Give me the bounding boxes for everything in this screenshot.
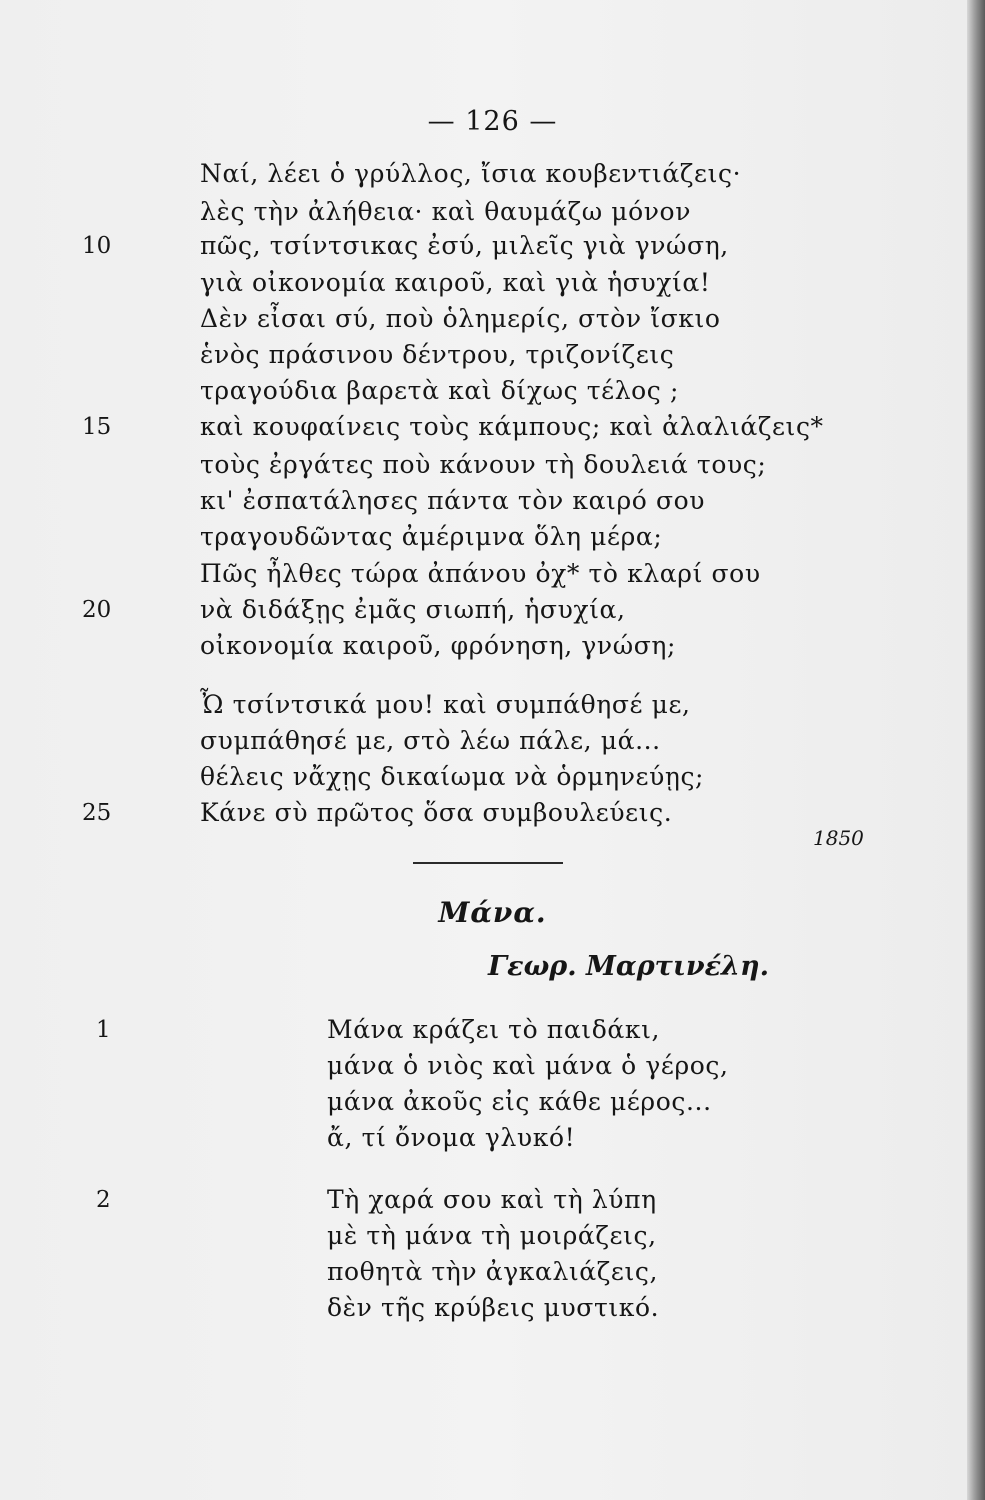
poem-title: Μάνα. <box>438 896 547 929</box>
verse-line: Μάνα κράζει τὸ παιδάκι, <box>327 1015 661 1044</box>
verse-line: ποθητὰ τὴν ἀγκαλιάζεις, <box>327 1257 659 1286</box>
page-number: — 126 — <box>427 106 558 137</box>
verse-line: τραγουδῶντας ἀμέριμνα ὅλη μέρα; <box>200 522 663 551</box>
line-number: 20 <box>82 597 112 623</box>
verse-line: ἄ, τί ὄνομα γλυκό! <box>327 1123 576 1152</box>
line-number: 25 <box>82 800 112 826</box>
verse-line: Ὦ τσίντσικά μου! καὶ συμπάθησέ με, <box>200 690 691 719</box>
verse-line: δὲν τῆς κρύβεις μυστικό. <box>327 1293 660 1322</box>
verse-line: οἰκονομία καιροῦ, φρόνηση, γνώση; <box>200 631 676 660</box>
poem-author: Γεωρ. Μαρτινέλη. <box>488 951 770 982</box>
line-number: 10 <box>82 233 112 259</box>
verse-line: Κάνε σὺ πρῶτος ὅσα συμβουλεύεις. <box>200 798 673 827</box>
verse-line: μάνα ἀκοῦς εἰς κάθε μέρος... <box>327 1087 712 1116</box>
verse-line: θέλεις νἄχῃς δικαίωμα νὰ ὁρμηνεύῃς; <box>200 762 705 791</box>
verse-line: μάνα ὁ νιὸς καὶ μάνα ὁ γέρος, <box>327 1051 729 1080</box>
verse-line: Δὲν εἶσαι σύ, ποὺ ὁλημερίς, στὸν ἴσκιο <box>200 304 721 333</box>
verse-line: νὰ διδάξῃς ἐμᾶς σιωπή, ἡσυχία, <box>200 595 626 624</box>
stanza-number: 2 <box>96 1187 111 1213</box>
verse-line: κι' ἐσπατάλησες πάντα τὸν καιρό σου <box>200 486 706 515</box>
verse-line: Πῶς ἦλθες τώρα ἀπάνου ὀχ* τὸ κλαρί σου <box>200 559 761 588</box>
page-edge-shadow <box>967 0 985 1500</box>
verse-line: τοὺς ἐργάτες ποὺ κάνουν τὴ δουλειά τους; <box>200 450 767 479</box>
verse-line: συμπάθησέ με, στὸ λέω πάλε, μά... <box>200 726 661 755</box>
verse-line: ἑνὸς πράσινου δέντρου, τριζονίζεις <box>200 340 675 369</box>
stanza-number: 1 <box>96 1017 111 1043</box>
verse-line: μὲ τὴ μάνα τὴ μοιράζεις, <box>327 1221 657 1250</box>
line-number: 15 <box>82 414 112 440</box>
verse-line: καὶ κουφαίνεις τοὺς κάμπους; καὶ ἀλαλιάζεις* <box>200 412 824 441</box>
poem-date: 1850 <box>813 826 864 850</box>
section-divider <box>413 862 563 864</box>
verse-line: γιὰ οἰκονομία καιροῦ, καὶ γιὰ ἡσυχία! <box>200 268 711 297</box>
verse-line: λὲς τὴν ἀλήθεια· καὶ θαυμάζω μόνον <box>200 197 691 226</box>
verse-line: τραγούδια βαρετὰ καὶ δίχως τέλος ; <box>200 376 679 405</box>
verse-line: πῶς, τσίντσικας ἐσύ, μιλεῖς γιὰ γνώση, <box>200 231 729 260</box>
verse-line: Τὴ χαρά σου καὶ τὴ λύπη <box>327 1185 657 1214</box>
verse-line: Ναί, λέει ὁ γρύλλος, ἴσια κουβεντιάζεις· <box>200 159 742 188</box>
